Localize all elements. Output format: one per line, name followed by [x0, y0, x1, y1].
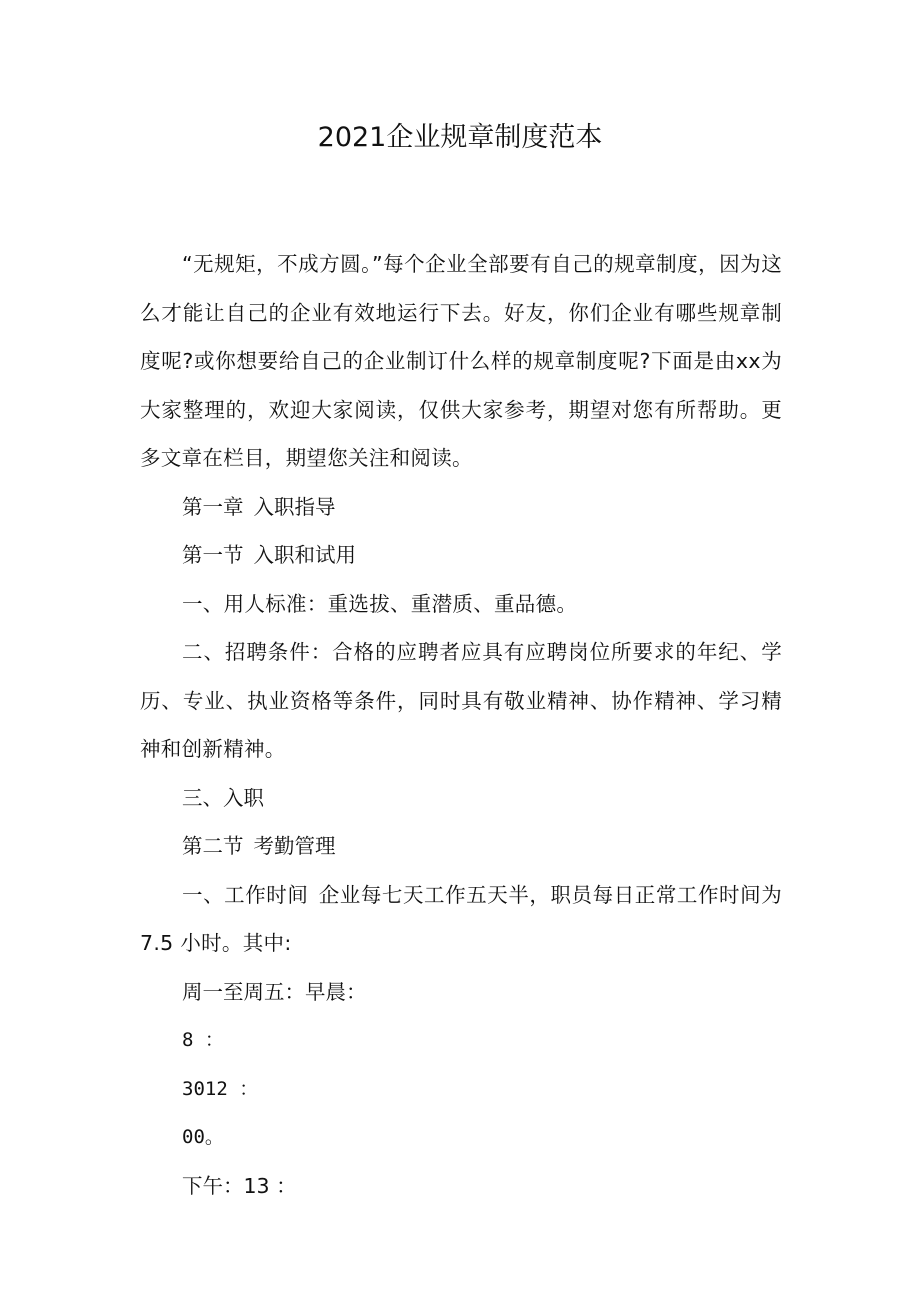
- hiring-standard-item: 一、用人标准：重选拔、重潜质、重品德。: [182, 591, 578, 616]
- work-time-paragraph: [140, 871, 782, 968]
- chapter-label: 第一章: [182, 494, 244, 519]
- intro-paragraph: “无规矩，不成方圆。”每个企业全部要有自己的规章制度，因为这么才能让自己的企业有效地运行下去。好友，你们企业有哪些规章制度呢?或你想要给自己的企业制订什么样的规章制度呢?下面是由xx为大家整理的，欢迎大家阅读，仅供大家参考，期望对您有所帮助。更多文章在栏目，期望您关注和阅读。: [140, 252, 782, 470]
- section-label-1: 第一节: [182, 543, 244, 567]
- document-body: [140, 240, 782, 1210]
- work-time-label: 一、工作时间: [182, 882, 309, 907]
- afternoon-schedule-line: 下午：13 ：: [182, 1173, 297, 1198]
- chapter-heading: [140, 483, 782, 532]
- section-title-1: 入职和试用: [253, 543, 356, 567]
- time-line-3: 00。: [182, 1126, 224, 1148]
- section-title-2: 考勤管理: [253, 834, 336, 858]
- section-heading-2: [140, 822, 782, 871]
- section-heading-1: [140, 531, 782, 580]
- time-line-2: 3012 ：: [182, 1077, 259, 1100]
- recruitment-conditions-item: 二、招聘条件：合格的应聘者应具有应聘岗位所要求的年纪、学历、专业、执业资格等条件，同时具有敬业精神、协作精神、学习精神和创新精神。: [140, 640, 782, 761]
- work-time-text: 企业每七天工作五天半，职员每日正常工作时间为 7.5 小时。其中:: [140, 882, 782, 955]
- section-label-2: 第二节: [182, 834, 244, 858]
- chapter-title: 入职指导: [253, 494, 336, 519]
- onboarding-item: 三、入职: [182, 785, 264, 810]
- weekday-schedule-line: 周一至周五：早晨：: [182, 979, 367, 1004]
- time-line-1: 8 ：: [182, 1029, 224, 1051]
- document-title: 2021企业规章制度范本: [317, 122, 603, 153]
